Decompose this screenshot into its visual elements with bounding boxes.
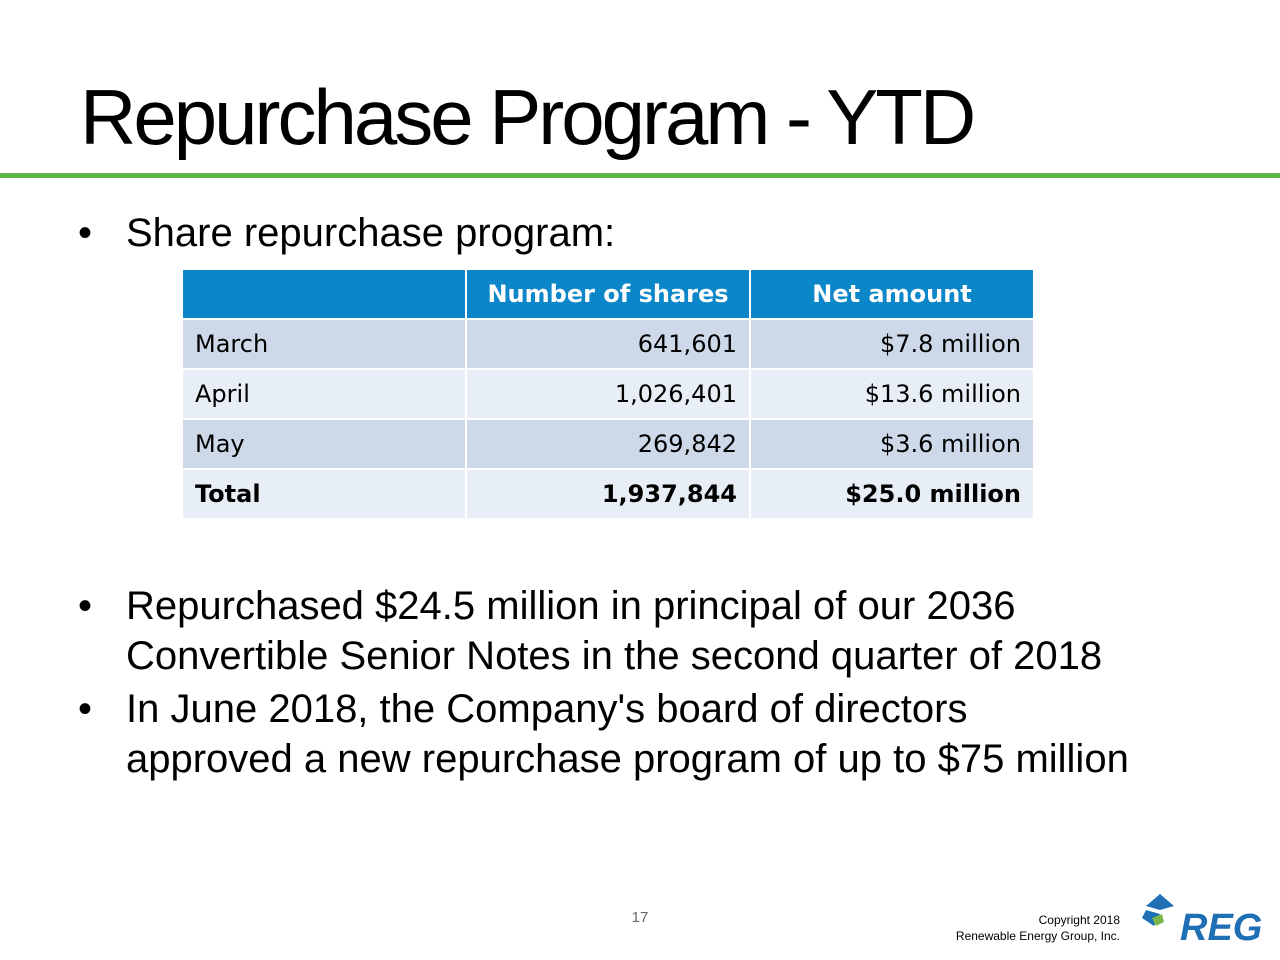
row-amount: $7.8 million <box>750 319 1034 369</box>
repurchase-table <box>181 268 1035 520</box>
bullet-board-line2: approved a new repurchase program of up to $75 million <box>126 737 1129 781</box>
row-shares: 641,601 <box>466 319 750 369</box>
row-shares: 1,937,844 <box>466 469 750 519</box>
table-header-cell <box>182 269 466 319</box>
row-label: April <box>182 369 466 419</box>
page-number: 17 <box>631 909 649 926</box>
table-header-shares: Number of shares <box>466 269 750 319</box>
logo-wordmark: REG <box>1180 907 1262 944</box>
row-shares: 1,026,401 <box>466 369 750 419</box>
table-header-row <box>182 269 1034 319</box>
table-row <box>182 319 1034 369</box>
bullet-share-repurchase: Share repurchase program: <box>126 211 616 255</box>
row-label: May <box>182 419 466 469</box>
table-row <box>182 369 1034 419</box>
copyright-notice <box>956 912 1120 944</box>
bullet-board-line1: In June 2018, the Company's board of directors <box>126 687 968 731</box>
table-total-row <box>182 469 1034 519</box>
bullet-notes-line1: Repurchased $24.5 million in principal of our 2036 <box>126 584 1016 628</box>
row-amount: $13.6 million <box>750 369 1034 419</box>
bullet-notes-line2: Convertible Senior Notes in the second quarter of 2018 <box>126 634 1103 678</box>
company-name: Renewable Energy Group, Inc. <box>955 929 1120 943</box>
title-divider <box>0 173 1280 178</box>
row-amount: $25.0 million <box>750 469 1034 519</box>
row-amount: $3.6 million <box>750 419 1034 469</box>
reg-logo <box>1140 888 1262 944</box>
bullet-marker: • <box>78 687 93 731</box>
table-row <box>182 419 1034 469</box>
table-header-amount: Net amount <box>750 269 1034 319</box>
row-shares: 269,842 <box>466 419 750 469</box>
bullet-marker: • <box>78 584 93 628</box>
slide-title: Repurchase Program - YTD <box>80 73 974 161</box>
copyright-line: Copyright 2018 <box>1038 913 1120 927</box>
bullet-marker: • <box>78 211 93 255</box>
row-label: Total <box>182 469 466 519</box>
row-label: March <box>182 319 466 369</box>
